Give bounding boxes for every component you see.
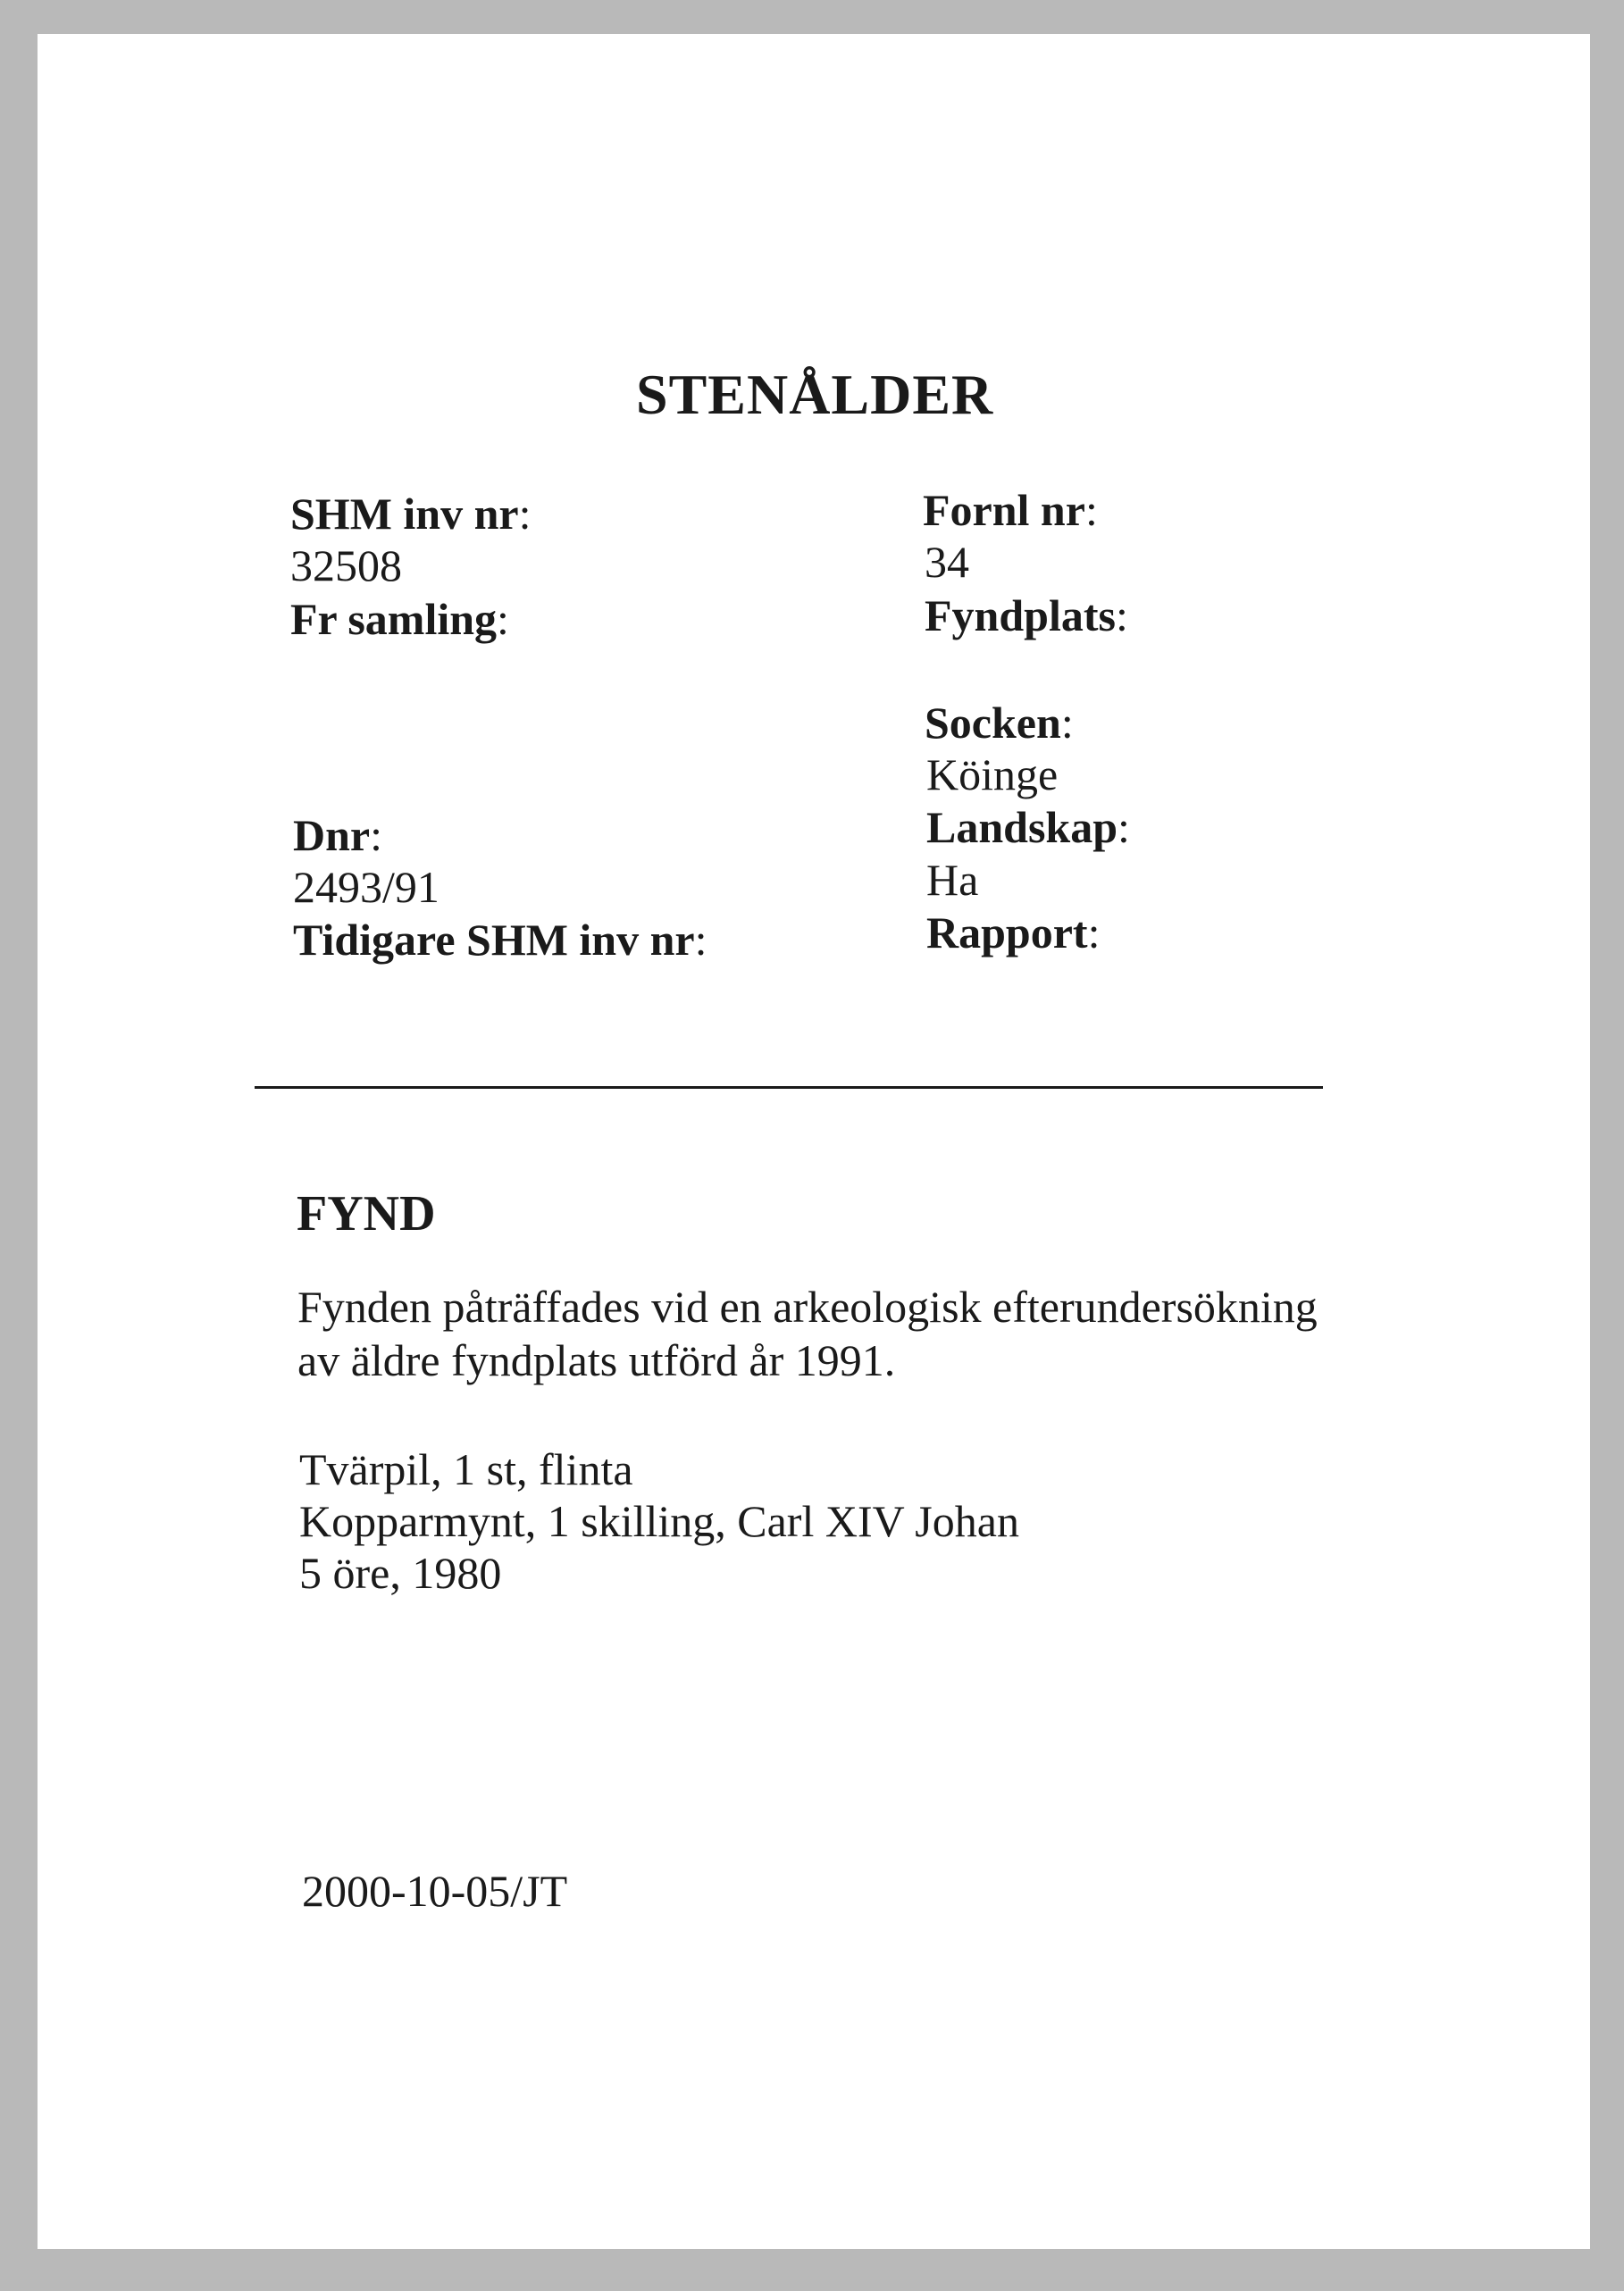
- fr-samling-field: [290, 594, 509, 644]
- dnr-field: [293, 810, 383, 860]
- colon: :: [1084, 485, 1098, 535]
- landskap-label: Landskap: [926, 802, 1118, 852]
- landskap-value: Ha: [926, 855, 979, 905]
- colon: :: [1118, 802, 1130, 852]
- colon: :: [370, 810, 383, 860]
- section-divider: [255, 1086, 1323, 1089]
- shm-inv-nr-label: SHM inv nr: [290, 489, 519, 539]
- socken-label: Socken: [925, 698, 1061, 748]
- socken-value: Köinge: [926, 749, 1059, 799]
- tidigare-shm-inv-nr-field: [293, 915, 707, 965]
- shm-inv-nr-value: 32508: [290, 540, 402, 590]
- fynd-item: Tvärpil, 1 st, flinta: [299, 1444, 633, 1494]
- fynd-item: 5 öre, 1980: [299, 1548, 502, 1598]
- socken-field: [925, 698, 1074, 748]
- rapport-field: [926, 907, 1101, 957]
- rapport-label: Rapport: [926, 907, 1088, 957]
- page-title: STENÅLDER: [636, 363, 994, 426]
- fynd-description-line-2: av äldre fyndplats utförd år 1991.: [297, 1335, 896, 1385]
- dnr-label: Dnr: [293, 810, 371, 860]
- fyndplats-field: [925, 590, 1128, 640]
- fynd-description-line-1: Fynden påträffades vid en arkeologisk efterundersökning: [297, 1282, 1318, 1332]
- tidigare-shm-inv-nr-label: Tidigare SHM inv nr: [293, 915, 695, 965]
- colon: :: [518, 489, 532, 539]
- fynd-heading: FYND: [297, 1186, 436, 1242]
- dnr-value: 2493/91: [293, 862, 439, 912]
- colon: :: [497, 594, 509, 644]
- date-signature: 2000-10-05/JT: [302, 1866, 568, 1916]
- colon: :: [694, 915, 707, 965]
- fornl-nr-label: Fornl nr: [923, 485, 1085, 535]
- fornl-nr-field: [923, 485, 1098, 535]
- colon: :: [1087, 907, 1101, 957]
- landskap-field: [926, 802, 1130, 852]
- colon: :: [1115, 590, 1128, 640]
- fynd-item: Kopparmynt, 1 skilling, Carl XIV Johan: [299, 1496, 1019, 1546]
- fyndplats-label: Fyndplats: [925, 590, 1116, 640]
- colon: :: [1060, 698, 1074, 748]
- fornl-nr-value: 34: [925, 537, 969, 587]
- fr-samling-label: Fr samling: [290, 594, 498, 644]
- shm-inv-nr-field: [290, 489, 532, 539]
